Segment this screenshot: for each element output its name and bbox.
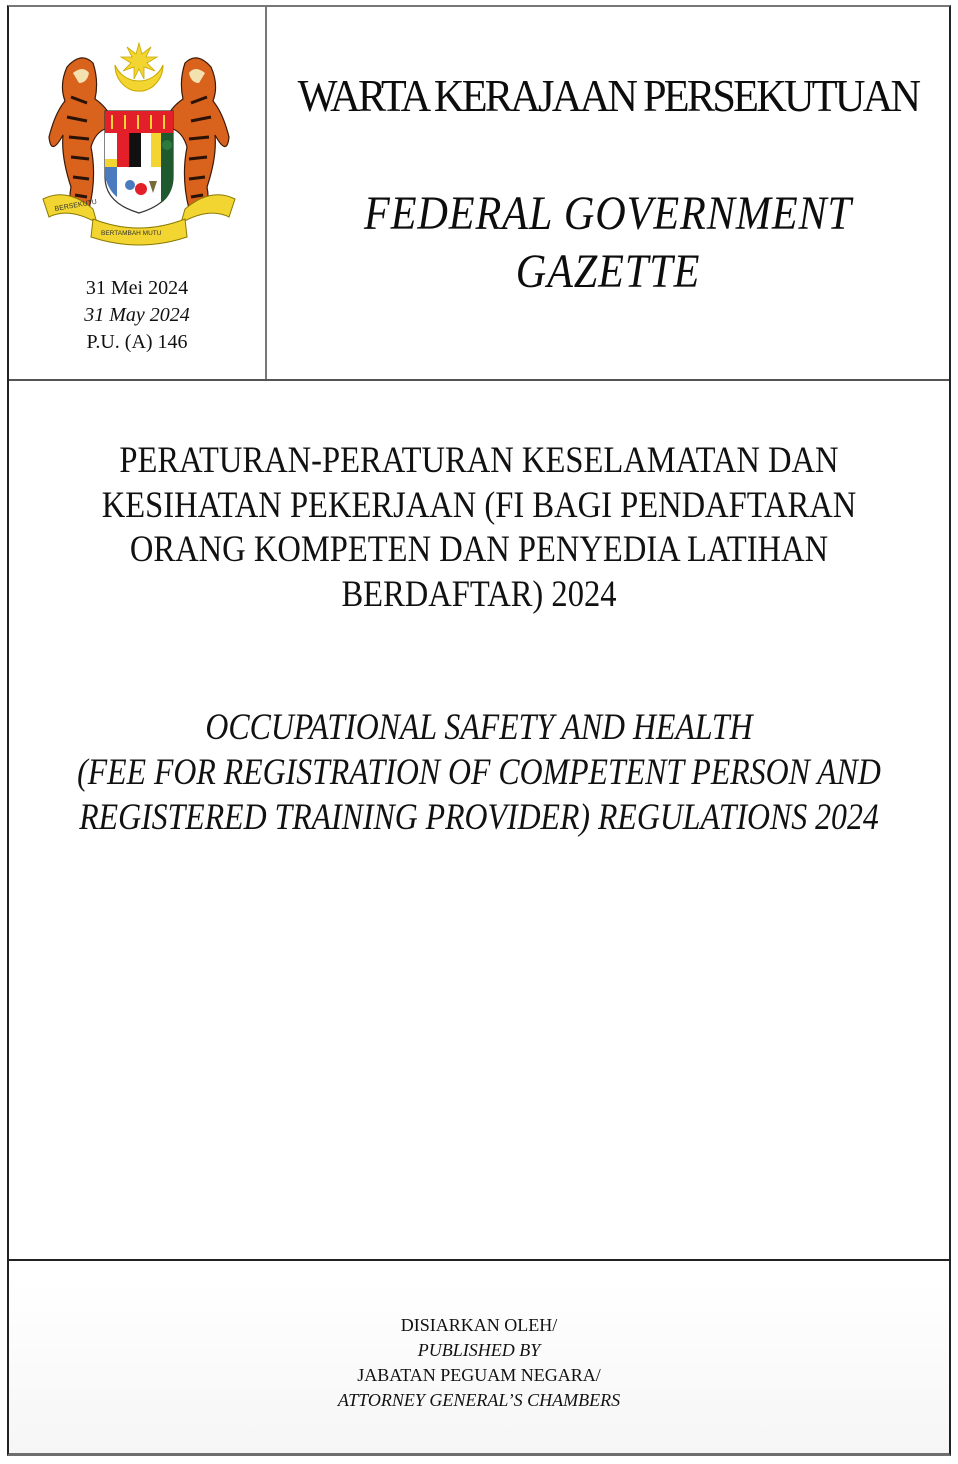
motto-bottom-text: BERTAMBAH MUTU bbox=[101, 230, 162, 237]
regulation-title-ms-line: PERATURAN-PERATURAN KESELAMATAN DAN bbox=[119, 440, 839, 481]
gazette-header bbox=[9, 7, 949, 381]
gazette-title-ms: WARTA KERAJAAN PERSEKUTUAN bbox=[297, 70, 919, 121]
header-title-panel bbox=[267, 7, 949, 379]
publisher-name-en: ATTORNEY GENERAL’S CHAMBERS bbox=[337, 1390, 621, 1410]
gazette-title-en bbox=[308, 185, 908, 301]
published-by-ms: DISIARKAN OLEH/ bbox=[400, 1315, 558, 1335]
gazette-date-en: 31 May 2024 bbox=[84, 304, 190, 326]
regulation-title-ms-line: ORANG KOMPETEN DAN PENYEDIA LATIHAN bbox=[129, 529, 829, 570]
publisher-name-ms: JABATAN PEGUAM NEGARA/ bbox=[357, 1365, 601, 1385]
regulation-title-en-line: OCCUPATIONAL SAFETY AND HEALTH bbox=[205, 707, 753, 748]
published-by-en: PUBLISHED BY bbox=[417, 1340, 541, 1360]
regulation-title-en-line: (FEE FOR REGISTRATION OF COMPETENT PERSON AND bbox=[77, 752, 881, 793]
regulation-title-ms-line: BERDAFTAR) 2024 bbox=[341, 573, 617, 615]
motto-left-text: BERSEKUTU bbox=[54, 198, 98, 213]
gazette-cover-page bbox=[7, 5, 951, 1456]
malaysia-coat-of-arms-icon bbox=[37, 37, 241, 251]
regulation-title-en bbox=[75, 705, 883, 840]
gazette-title-en-line: FEDERAL GOVERNMENT bbox=[364, 187, 852, 240]
regulation-title-en-line: REGISTERED TRAINING PROVIDER) REGULATIONS 2024 bbox=[79, 797, 879, 838]
gazette-title-en-line: GAZETTE bbox=[515, 245, 701, 298]
regulation-title-ms bbox=[65, 439, 892, 617]
publisher-block bbox=[9, 1313, 949, 1413]
gazette-date-ms: 31 Mei 2024 bbox=[85, 277, 189, 299]
gazette-meta bbox=[9, 275, 265, 356]
publisher-footer bbox=[9, 1261, 949, 1453]
regulation-title-section bbox=[9, 381, 949, 1261]
gazette-reference: P.U. (A) 146 bbox=[86, 331, 188, 353]
regulation-title-ms-line: KESIHATAN PEKERJAAN (FI BAGI PENDAFTARAN bbox=[101, 484, 857, 526]
header-left-panel bbox=[9, 7, 267, 379]
